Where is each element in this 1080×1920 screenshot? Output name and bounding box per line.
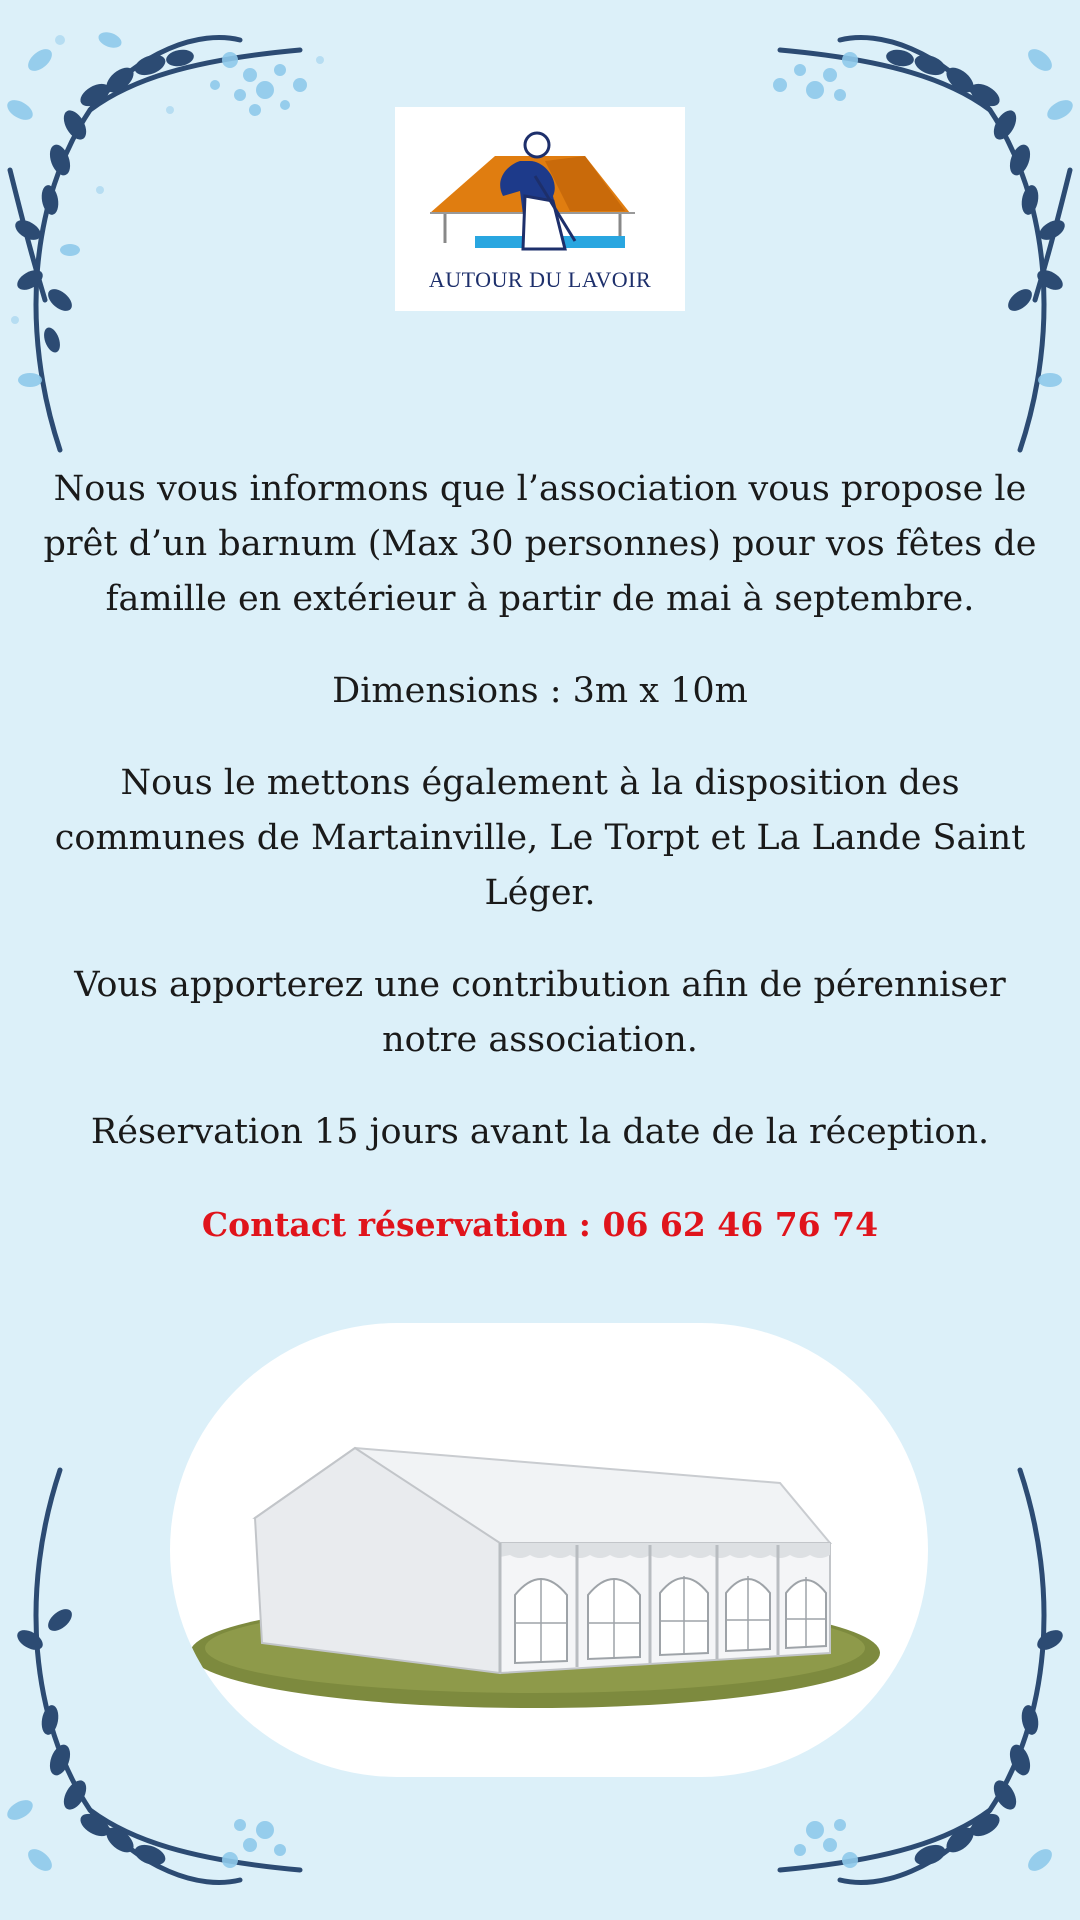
washerwoman-house-logo-icon xyxy=(425,121,655,271)
white-party-tent-icon xyxy=(170,1323,928,1777)
announcement-text xyxy=(40,462,1040,1289)
dimensions-line: Dimensions : 3m x 10m xyxy=(332,671,748,711)
association-logo xyxy=(395,107,685,311)
contribution-paragraph: Vous apporterez une contribution afin de pérenniser notre association. xyxy=(74,965,1006,1060)
floral-corner-top-left-icon xyxy=(0,0,420,460)
reservation-line: Réservation 15 jours avant la date de la réception. xyxy=(90,1112,990,1152)
intro-paragraph: Nous vous informons que l’association vous propose le prêt d’un barnum (Max 30 personnes) pour vos fêtes de famille en extérieur à partir de mai à septembre. xyxy=(43,469,1037,619)
communes-paragraph: Nous le mettons également à la disposition des communes de Martainville, Le Torpt et La Lande Saint Léger. xyxy=(54,763,1026,913)
tent-image xyxy=(170,1323,928,1777)
contact-reservation[interactable]: Contact réservation : 06 62 46 76 74 xyxy=(201,1205,879,1244)
logo-text: AUTOUR DU LAVOIR xyxy=(428,267,652,292)
floral-corner-top-right-icon xyxy=(660,0,1080,460)
